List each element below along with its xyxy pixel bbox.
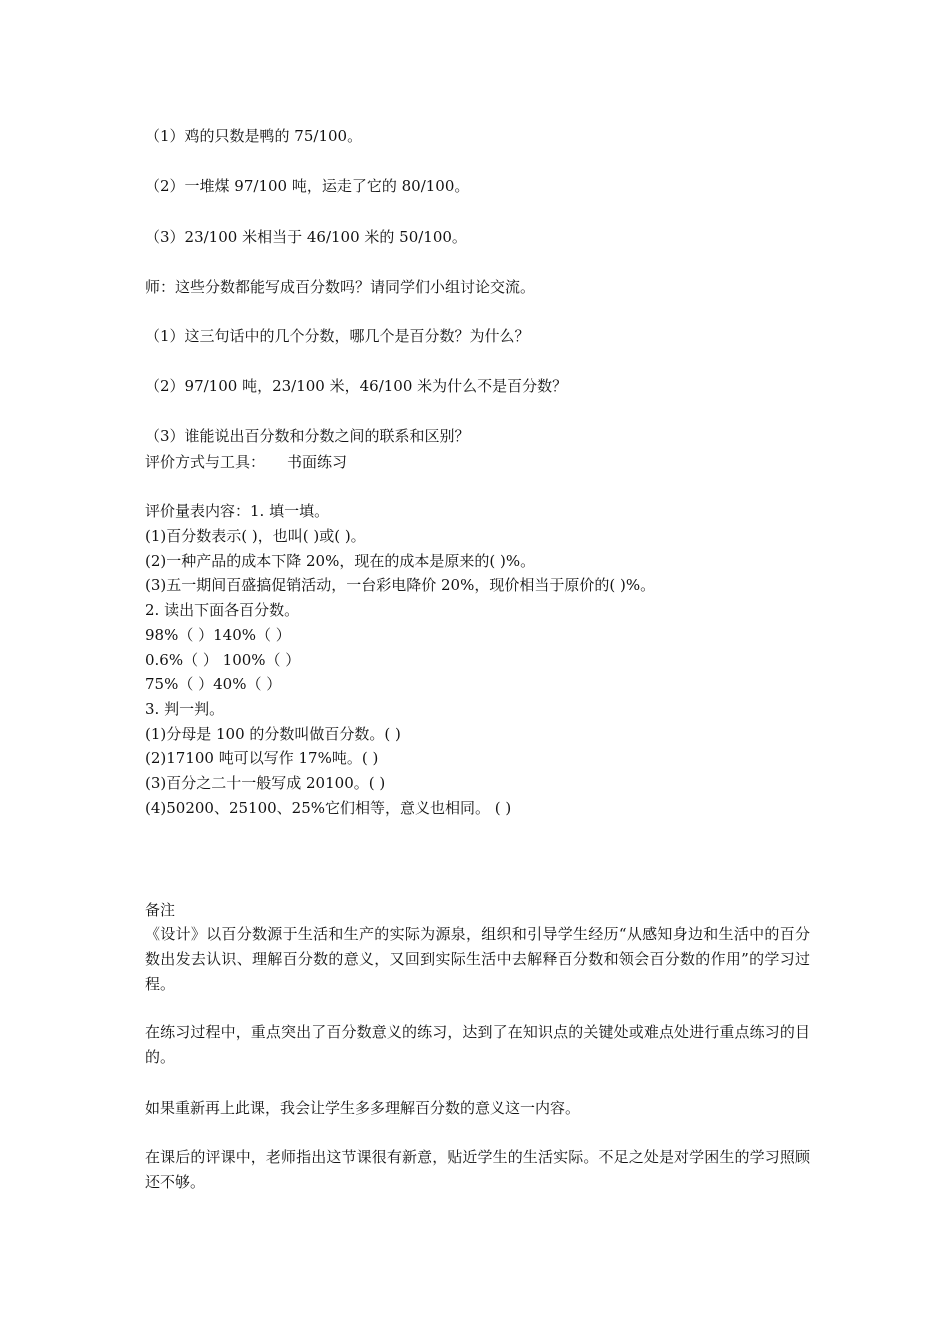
notes-paragraph-2: 在练习过程中，重点突出了百分数意义的练习，达到了在知识点的关键处或难点处进行重点练习的目的。 [145,1023,810,1066]
evaluation-line-12: (3)百分之二十一般写成 20100。( ) [145,774,386,792]
discussion-question-3: （3）谁能说出百分数和分数之间的联系和区别？ [145,427,470,445]
evaluation-line-9: 3. 判一判。 [145,700,225,718]
teacher-question: 师：这些分数都能写成百分数吗？请同学们小组讨论交流。 [145,278,536,296]
evaluation-line-10: (1)分母是 100 的分数叫做百分数。( ) [145,725,401,743]
evaluation-line-8: 75%（ ）40%（ ） [145,675,282,693]
evaluation-line-6: 98%（ ）140%（ ） [145,626,291,644]
notes-heading: 备注 [145,901,176,919]
evaluation-line-1: 评价量表内容：1. 填一填。 [145,502,330,520]
evaluation-method-label: 评价方式与工具： [145,453,266,471]
discussion-question-2: （2）97/100 吨，23/100 米，46/100 米为什么不是百分数？ [145,377,568,395]
notes-paragraph-4: 在课后的评课中，老师指出这节课很有新意，贴近学生的生活实际。不足之处是对学困生的学习照顾还不够。 [145,1148,810,1191]
example-line-2: （2）一堆煤 97/100 吨，运走了它的 80/100。 [145,177,470,195]
evaluation-line-4: (3)五一期间百盛搞促销活动，一台彩电降价 20%，现价相当于原价的( )%。 [145,576,656,594]
evaluation-method-value: 书面练习 [287,453,348,471]
notes-paragraph-3: 如果重新再上此课，我会让学生多多理解百分数的意义这一内容。 [145,1099,581,1117]
evaluation-method [145,452,815,472]
example-line-3: （3）23/100 米相当于 46/100 米的 50/100。 [145,228,467,246]
evaluation-line-3: (2)一种产品的成本下降 20%，现在的成本是原来的( )%。 [145,552,536,570]
evaluation-line-2: (1)百分数表示( )，也叫( )或( )。 [145,527,366,545]
evaluation-line-13: (4)50200、25100、25%它们相等，意义也相同。 ( ) [145,799,512,817]
discussion-question-1: （1）这三句话中的几个分数，哪几个是百分数？为什么？ [145,327,530,345]
example-line-1: （1）鸡的只数是鸭的 75/100。 [145,127,363,145]
evaluation-line-7: 0.6%（ ） 100%（ ） [145,651,301,669]
evaluation-line-11: (2)17100 吨可以写作 17%吨。( ) [145,749,379,767]
notes-paragraph-1: 《设计》以百分数源于生活和生产的实际为源泉，组织和引导学生经历“从感知身边和生活中的百分数出发去认识、理解百分数的意义，又回到实际生活中去解释百分数和领会百分数的作用”的学习过程。 [145,925,810,993]
evaluation-line-5: 2. 读出下面各百分数。 [145,601,300,619]
